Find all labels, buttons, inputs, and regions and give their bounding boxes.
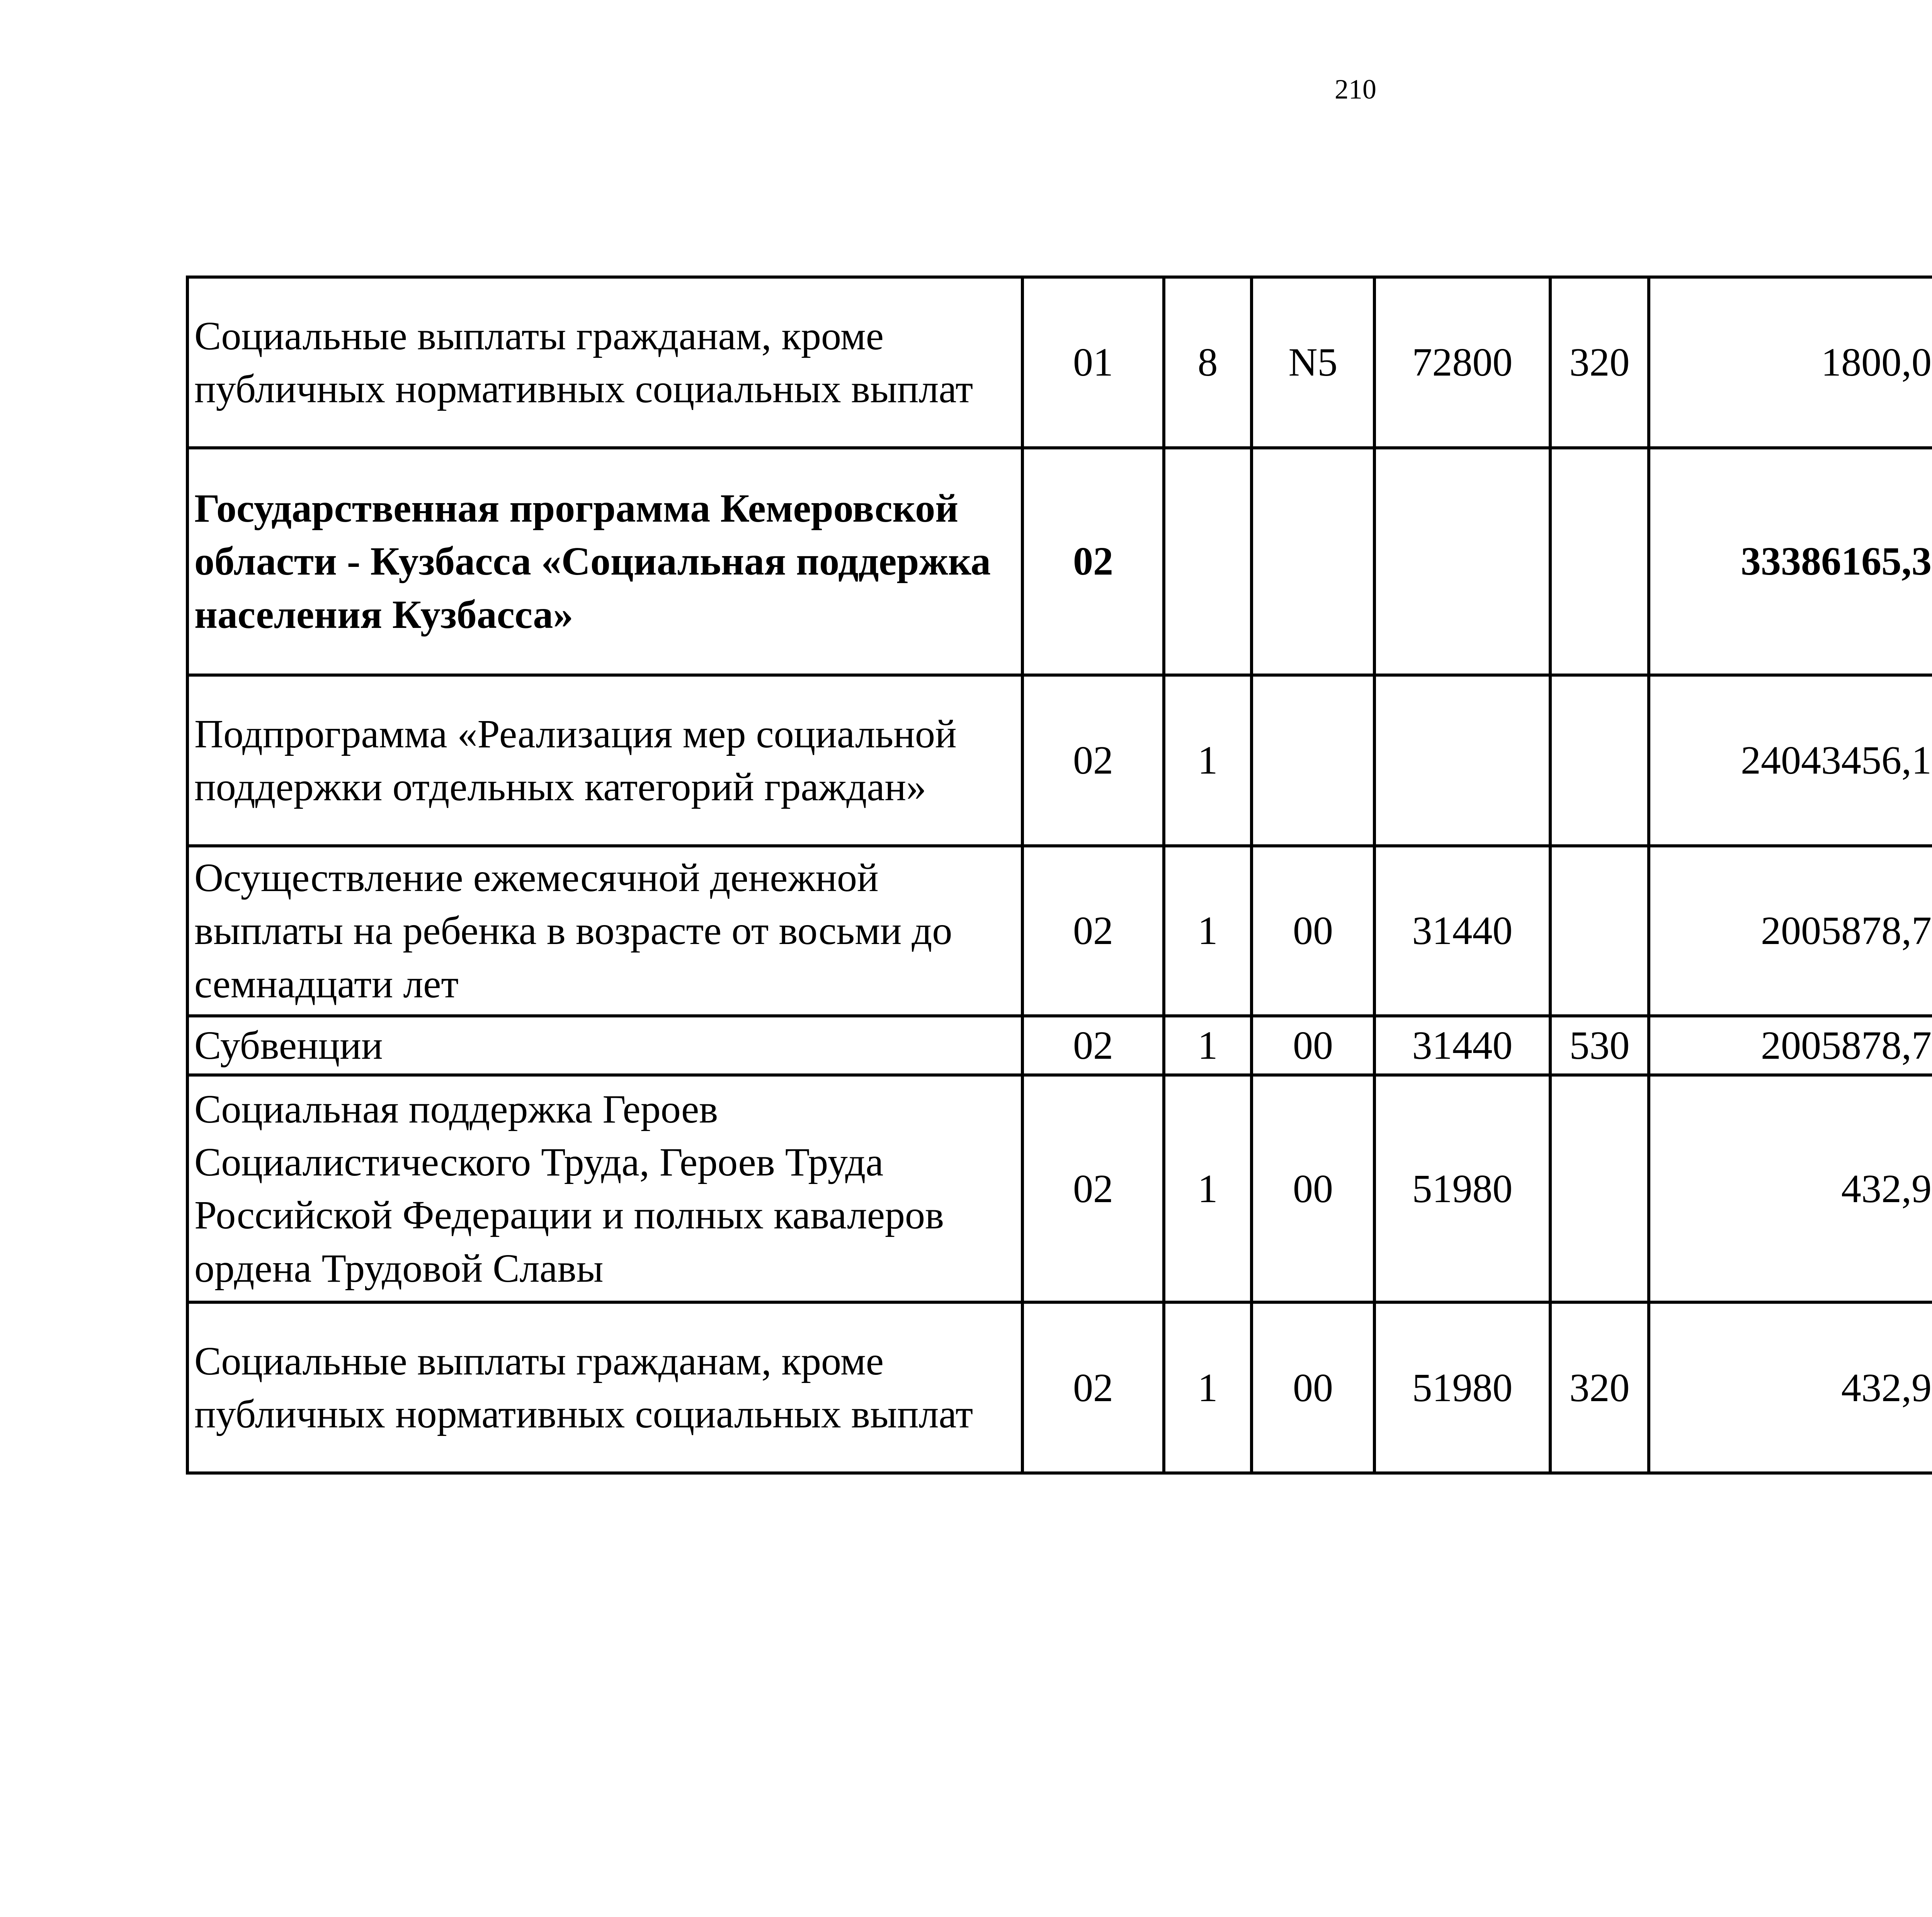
section-code: 02: [1022, 448, 1164, 675]
section-code: 02: [1022, 1016, 1164, 1075]
section-code: 02: [1022, 675, 1164, 846]
row-name: Субвенции: [187, 1016, 1022, 1075]
amount-year-1: 1800,0: [1649, 277, 1932, 448]
program-code: [1252, 448, 1374, 675]
section-code: 01: [1022, 277, 1164, 448]
direction-code: 51980: [1374, 1302, 1550, 1473]
table-row: [187, 846, 1932, 1016]
amount-year-1: 432,9: [1649, 1302, 1932, 1473]
subsection-code: 1: [1164, 1016, 1252, 1075]
row-name: Государственная программа Кемеровской области - Кузбасса «Социальная поддержка населения Кузбасса»: [187, 448, 1022, 675]
direction-code: 51980: [1374, 1075, 1550, 1302]
program-code: 00: [1252, 1302, 1374, 1473]
direction-code: [1374, 675, 1550, 846]
subsection-code: 1: [1164, 1302, 1252, 1473]
expense-type-code: [1550, 448, 1649, 675]
table-row: [187, 1016, 1932, 1075]
program-code: 00: [1252, 1016, 1374, 1075]
row-name: Социальные выплаты гражданам, кроме публичных нормативных социальных выплат: [187, 1302, 1022, 1473]
amount-year-1: 33386165,3: [1649, 448, 1932, 675]
subsection-code: 1: [1164, 675, 1252, 846]
amount-year-1: 24043456,1: [1649, 675, 1932, 846]
amount-year-1: 2005878,7: [1649, 1016, 1932, 1075]
section-code: 02: [1022, 1302, 1164, 1473]
section-code: 02: [1022, 846, 1164, 1016]
subsection-code: 1: [1164, 1075, 1252, 1302]
amount-year-1: 432,9: [1649, 1075, 1932, 1302]
budget-table: [186, 276, 1932, 1475]
row-name: Осуществление ежемесячной денежной выплаты на ребенка в возрасте от восьми до семнадцати лет: [187, 846, 1022, 1016]
direction-code: 31440: [1374, 1016, 1550, 1075]
expense-type-code: 320: [1550, 1302, 1649, 1473]
table-row: [187, 277, 1932, 448]
row-name: Социальные выплаты гражданам, кроме публичных нормативных социальных выплат: [187, 277, 1022, 448]
expense-type-code: [1550, 1075, 1649, 1302]
amount-year-1: 2005878,7: [1649, 846, 1932, 1016]
program-code: [1252, 675, 1374, 846]
table-row: [187, 1075, 1932, 1302]
row-name: Социальная поддержка Героев Социалистического Труда, Героев Труда Российской Федерации и полных кавалеров ордена Трудовой Славы: [187, 1075, 1022, 1302]
page-number: 210: [1335, 74, 1376, 105]
program-code: N5: [1252, 277, 1374, 448]
subsection-code: [1164, 448, 1252, 675]
table-row: [187, 448, 1932, 675]
table-row: [187, 1302, 1932, 1473]
direction-code: 31440: [1374, 846, 1550, 1016]
expense-type-code: 320: [1550, 277, 1649, 448]
subsection-code: 1: [1164, 846, 1252, 1016]
expense-type-code: [1550, 846, 1649, 1016]
direction-code: [1374, 448, 1550, 675]
row-name: Подпрограмма «Реализация мер социальной поддержки отдельных категорий граждан»: [187, 675, 1022, 846]
section-code: 02: [1022, 1075, 1164, 1302]
subsection-code: 8: [1164, 277, 1252, 448]
direction-code: 72800: [1374, 277, 1550, 448]
table-row: [187, 675, 1932, 846]
expense-type-code: 530: [1550, 1016, 1649, 1075]
expense-type-code: [1550, 675, 1649, 846]
program-code: 00: [1252, 846, 1374, 1016]
program-code: 00: [1252, 1075, 1374, 1302]
